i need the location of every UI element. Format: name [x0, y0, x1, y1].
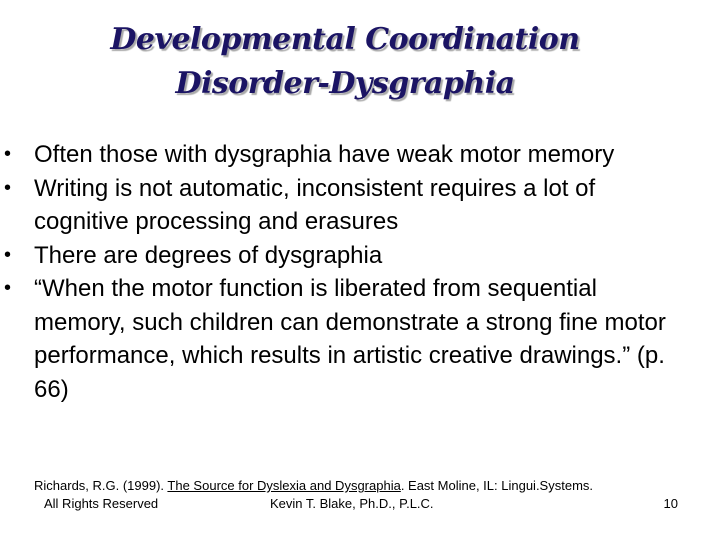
bullet-item: [4, 239, 694, 273]
bullet-item: [4, 172, 694, 239]
slide-footer: [44, 495, 680, 513]
citation-publisher: . East Moline, IL: Lingui.Systems.: [400, 478, 594, 493]
citation-authors: Richards, R.G. (1999).: [34, 478, 168, 493]
bullet-marker: •: [4, 143, 12, 165]
bullet-list: [4, 138, 694, 406]
bullet-marker: •: [4, 277, 12, 299]
bullet-text: Often those with dysgraphia have weak motor memory: [34, 141, 615, 168]
footer-presenter: Kevin T. Blake, Ph.D., P.L.C.: [270, 496, 434, 511]
bullet-item: [4, 272, 694, 406]
slide-title-line-2: Disorder-Dysgraphia: [175, 66, 515, 101]
slide-number: 10: [663, 496, 678, 511]
footer-rights: All Rights Reserved: [44, 496, 159, 511]
slide-title: [0, 18, 690, 106]
bullet-marker: •: [4, 243, 12, 266]
bullet-text: There are degrees of dysgraphia: [34, 241, 383, 269]
bullet-marker: •: [4, 176, 12, 199]
slide-title-line-1: Developmental Coordination: [110, 22, 580, 57]
citation: [34, 477, 694, 495]
citation-book-title: The Source for Dyslexia and Dysgraphia: [167, 478, 401, 493]
bullet-item: [4, 138, 694, 172]
bullet-text: Writing is not automatic, inconsistent requires a lot of cognitive processing and erasures: [34, 174, 596, 235]
bullet-text: “When the motor function is liberated from sequential memory, such children can demonstrate a strong fine motor performance, which results in artistic creative drawings.” (p. 66): [34, 275, 666, 403]
